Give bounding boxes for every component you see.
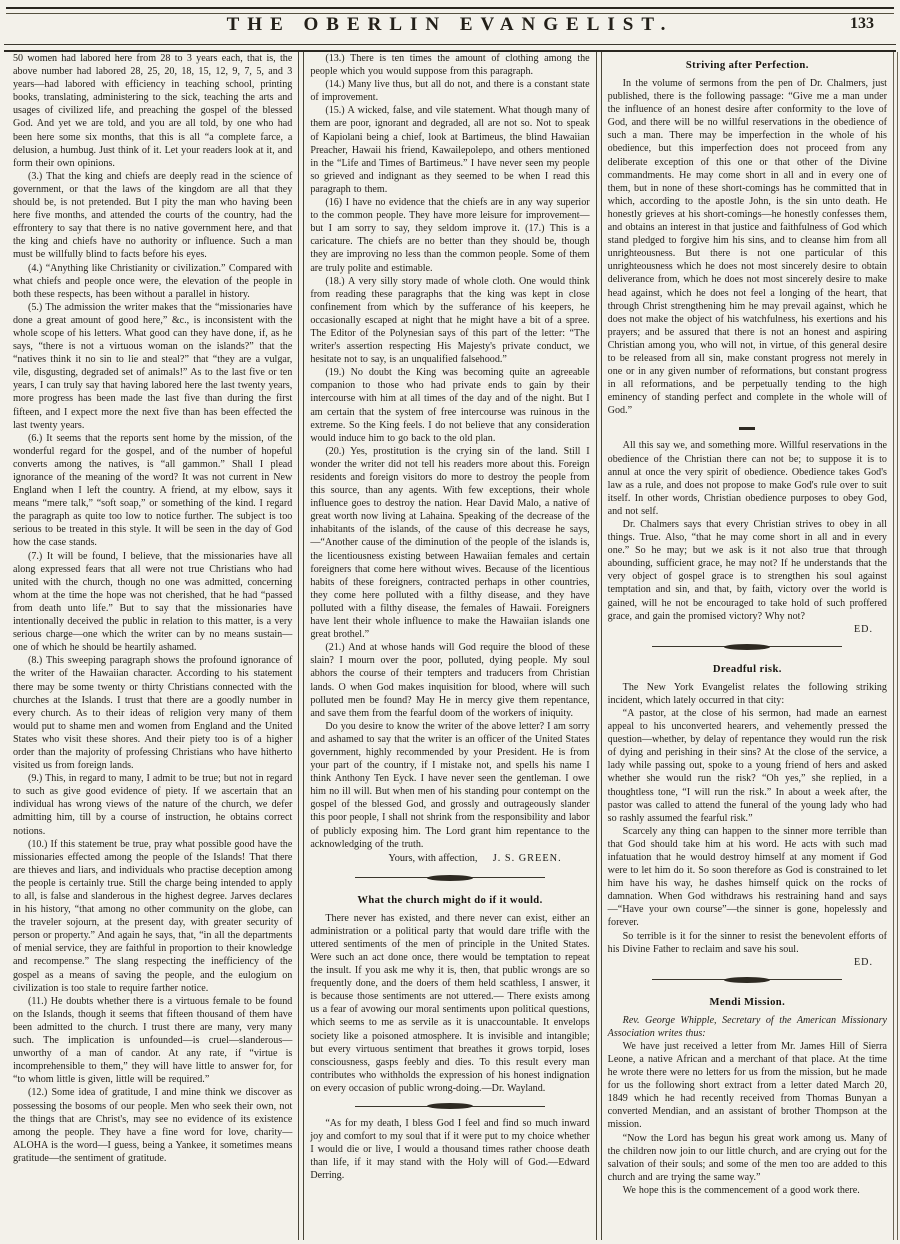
- article-paragraph: We hope this is the commencement of a good work there.: [622, 1184, 860, 1196]
- column-left: [8, 52, 297, 1240]
- article-paragraph: (11.) He doubts whether there is a virtuous female to be found on the Islands, though it seems that fifteen thousand of them have been admitted to the church. I trust there are many, very many such. The implication is unfounded—is cruel—slanderous—unworthy of a man of candor. At any rate, if “virtue is incomprehensible to them,” they will have little to answer for, for “to whom little is given, little will be required.”: [13, 995, 293, 1086]
- article-paragraph: 50 women had labored here from 28 to 3 years each, that is, the above number had labored 28, 25, 20, 18, 15, 12, 9, 7, 5, and 3 years—had labored with efficiency in teaching school, printing books, translating, administering to the sick, teaching the arts and usages of civilized life, and preaching the gospel of the blessed God. And yet we are told, and you are all told, by one who had been here some six months, that this is all “a complete farce, a delusion, a humbug. Just think of it. Let your readers look at it, and form their own opinions.: [13, 53, 293, 169]
- article-paragraph: (12.) Some idea of gratitude, I and mine think we discover as possessing the bosoms of our people. Men who seek their own, not the things that are Christ's, may see no evidence of its existence among the people. They have a fine word for love, charity—ALOHA is the word—I guess, being a Yankee, it sometimes means gratitude—the sentiment of gratitude.: [13, 1087, 293, 1164]
- article-paragraph: Rev. George Whipple, Secretary of the American Missionary Association writes thus:: [607, 1014, 887, 1039]
- columns-container: [8, 52, 892, 1240]
- section-divider: [608, 971, 887, 989]
- article-paragraph: All this say we, and something more. Willful reservations in the obedience of the Christian there can not be; to suppose it is to annul at once the very spirit of obedience. Obedience takes God's law as a rule, and does not propose to make God's rule over to suit itself. In other words, Christian obedience purposes to obey God, and not self.: [607, 440, 887, 517]
- article-paragraph: “Now the Lord has begun his great work among us. Many of the children now join to our little church, and are crying out for the salvation of their souls; and some of the men too are added to this church and are trying the same way.”: [607, 1132, 887, 1183]
- article-paragraph: (3.) That the king and chiefs are deeply read in the science of government, or that the laws of the kingdom are all that they should be, is not pretended. But I pity the man who having been here five months, and attended the courts of the country, had the effrontery to say that there is no native government here, and that the king and chiefs have no authority or influence. Such a man must be willfully blind to facts before his eyes.: [13, 170, 293, 261]
- top-border-rule: [6, 7, 894, 14]
- signature-name: J. S. GREEN.: [492, 852, 562, 864]
- column-center: [305, 52, 594, 1240]
- article-paragraph: (21.) And at whose hands will God require the blood of these slain? I mourn over the poor, polluted, dying people. My soul abhors the course of their tempters and traducers from Christian lands. O when God makes inquisition for blood, where will such polluted men be found? May He in mercy give them repentance, and save them from the fearful doom of the workers of iniquity.: [310, 642, 590, 719]
- article-paragraph: “A pastor, at the close of his sermon, had made an earnest appeal to his unconverted hearers, and vehemently pressed the question—whether, by delay of repentance they would run the risk of dying and perishing in their sins? At the close of the service, a lady while passing out, spoke to a young friend of hers and asked whether she would run the risk? “Oh yes,” she replied, in a thoughtless tone, “I will run the risk.” In about a week after, the pastor was called to attend the funeral of the young lady who had so rashly assumed the fearful risk.”: [607, 707, 887, 824]
- section-divider: [310, 869, 589, 887]
- divider-rule-icon: [652, 979, 842, 980]
- section-divider: [310, 1097, 589, 1115]
- article-paragraph: (20.) Yes, prostitution is the crying sin of the land. Still I wonder the writer did not tell his readers more about this. Foreign residents and foreign visitors do more to destroy the people from this source, than any agents. With few exceptions, their whole influence goes to destroy the nation. Hear David Malo, a native of great worth now living at Lahaina. Speaking of the decrease of the inhabitants of the islands, of the cause of this decrease he says,—“Another cause of the diminution of the people of the islands is, the licentiousness existing between Hawaiian females and certain foreigners that come here without wives. Because of the licentious habits of these foreigners, contracted perhaps in other countries, they come here polluted with a filthy disease, and they have polluted with a filthy disease, the females of Hawaii. Foreigners have lent their whole influence to make the Hawaiian islands one great brothel.”: [310, 445, 590, 641]
- article-heading: What the church might do if it would.: [357, 894, 543, 906]
- article-paragraph: There never has existed, and there never can exist, either an administration or a political party that would dare trifle with the uttered sentiments of the men of principle in the United States. Were such an act done once, there would be temptation to repeat the insult. If you ask me why it is, then, that public wrongs are so frequently done, and the doers of them held scathless, I answer, it is because those sentiments are not uttered.— There exists among us a fear of avowing our moral sentiments upon political questions, which seems to me as servile as it is unaccountable. It envelops society like a poisoned atmosphere. It is invisible and intangible; but every virtuous sentiment that breathes it grows torpid, loses consciousness, gasps feebly and dies. To this result every man contributes who withholds the expression of his honest indignation on every occasion of public wrong-doing.—Dr. Wayland.: [310, 912, 590, 1094]
- article-heading: Mendi Mission.: [709, 996, 786, 1008]
- masthead-bottom-rule: [4, 44, 896, 52]
- editor-initials: ED.: [854, 956, 873, 968]
- article-paragraph: So terrible is it for the sinner to resist the benevolent efforts of his Divine Father to reclaim and save his soul.: [607, 930, 887, 955]
- article-paragraph: (14.) Many live thus, but all do not, and there is a constant state of improvement.: [310, 79, 590, 104]
- article-paragraph: We have just received a letter from Mr. James Hill of Sierra Leone, a native African and a merchant of that place. At the time he wrote there were no letters for us from the mission, but he made for us the following short extract from a letter dated March 20, 1849 which he had recently received from Thomas Bunyan a converted Mendian, and an assistant of brother Thompson at the mission.: [607, 1040, 887, 1131]
- page-number: 133: [850, 15, 874, 32]
- article-paragraph: Do you desire to know the writer of the above letter? I am sorry and ashamed to say that the writer is an officer of the United States government, highly recommended by your President. He is from your part of the country, if I mistake not, and spells his name I think Anthony Ten Eyck. I have never seen the gentleman. I owe him no ill will. But when men of his standing pour contempt on the gospel of the blessed God, and grossly and outrageously slander this poor people, I shall not shrink from the responsibility and labor of publicly exposing him. The Lord grant him repentance to the acknowledging of the truth.: [310, 720, 590, 850]
- article-paragraph: (18.) A very silly story made of whole cloth. One would think from reading these paragraphs that the king was kept in close confinement from which by the sufferance of his keepers, he occasionally escaped at night that he might have a bit of a spree. The Editor of the Polynesian says of this part of the letter: “The writer's assertion respecting His Majesty's private conduct, we hesitate not to say, is an unqualified falsehood.”: [310, 275, 590, 366]
- article-heading: Dreadful risk.: [712, 663, 782, 675]
- article-paragraph: (16) I have no evidence that the chiefs are in any way superior to the common people. They have more leisure for improvement—but I am sorry to say, they seldom improve it. (17.) This is a caricature. The chiefs are no better than they should be, though they are improving no less than the common people. Some of them are truly polite and estimable.: [310, 197, 590, 274]
- page-title: THE OBERLIN EVANGELIST.: [226, 14, 674, 35]
- article-paragraph: Scarcely any thing can happen to the sinner more terrible than that God should take him at his word. He acts with such mad infatuation that he would destroy himself at any moment if God were to let him do it. So soon therefore as God is constrained to let him have his way, he dashes himself quick on the rocks of damnation. When God withdraws his restraining hand and says—“Have your own course”—the sinner is gone, hopelessly and forever.: [607, 825, 887, 929]
- article-paragraph: (10.) If this statement be true, pray what possible good have the missionaries effected among the people of the Islands! That there are thieves and liars, and individuals who practise deception among the people is certainly true. Still the charge being intended to apply to all, is false and slanderous in the highest degree. Jarves declares in his history, “that among no other community on the globe, can the traveler sojourn, at the present day, with greater security of person or property.” And again he says, that, “in all the departments of menial service, they are faithful in proportion to their knowledge and recompense.” The slang respecting the inefficiency of the gospel as a means of saving the people, and the eulogium on civilization is too stale to require farther notice.: [13, 838, 293, 994]
- article-paragraph: (5.) The admission the writer makes that the “missionaries have done a great amount of good here,” &c., is inconsistent with the whole scope of his letters. What good can they have done, if, as he says, “there is not a virtuous woman on the islands?” that the “natives think it no sin to lie and steal?” that “they are a vulgar, vile, disgusting, degraded set of animals!” As to the last five or ten years, I can truly say that having labored here the last twenty years, more progress has been made the last five than during the first fifteen, and I expect more the next five than has been effected the last twenty years.: [13, 301, 293, 431]
- letter-signature: [310, 851, 589, 867]
- article-paragraph: (15.) A wicked, false, and vile statement. What though many of them are poor, ignorant and degraded, all are not so. Not to speak of Kapiolani being a chief, look at Bartimeus, the blind Hawaiian Preacher, Hawaii his friend, Kawailepolepo, and others mentioned in the “Life and Times of Bartimeus.” I have never seen my people so grieved and indignant as they seemed to be when I read this paragraph to them.: [310, 105, 590, 195]
- article-paragraph: (8.) This sweeping paragraph shows the profound ignorance of the writer of the Hawaiian character. According to his statement there may be some twenty or thirty Christians connected with the churches at the Islands. I trust that there are a goodly number in every church. As to their ideas of religion very many of them would put to shame men and women from England and the United States who visit these shores. And their piety too is of a higher order than the majority of professing Christians who have hitherto visited us from foreign lands.: [13, 655, 293, 772]
- article-paragraph: Dr. Chalmers says that every Christian strives to obey in all things. True. Also, “that he may come short in all and in every one.” So he may; but we ask is it not also true that through abounding, sufficient grace, he may not? If he understands that the very object of gospel grace is to strengthen his soul against temptation and sin, and that, by faith, victory over the world is gained, will he not be encouraged to take hold of such proffered grace, and gain the promised victory? Why not?: [607, 519, 887, 622]
- signature-closing: Yours, with affection,: [388, 852, 478, 864]
- masthead: [0, 14, 900, 40]
- section-divider: [608, 638, 887, 656]
- editor-initials: ED.: [854, 623, 873, 635]
- article-paragraph: (13.) There is ten times the amount of clothing among the people which you would suppose from this paragraph.: [310, 53, 590, 78]
- divider-rule-icon: [652, 646, 842, 647]
- article-paragraph: (4.) “Anything like Christianity or civilization.” Compared with what chiefs and people once were, the elevation of the people in both these respects, has been without a parallel in history.: [13, 262, 293, 300]
- section-divider: [608, 419, 887, 437]
- divider-rule-icon: [739, 427, 755, 430]
- article-paragraph: “As for my death, I bless God I feel and find so much inward joy and comfort to my soul that if it were put to my choice whether I would die or live, I would a thousand times rather choose death than life, if it may stand with the Holy will of God.—Edward Derring.: [310, 1118, 590, 1182]
- column-right: [603, 52, 892, 1240]
- article-paragraph: (19.) No doubt the King was becoming quite an agreeable companion to those who had private ends to gain by their intercourse with him at all times of the day and of the night. But I am certain that the system of free intercourse was ruinous in the extreme. So the King feels. I do not believe that any consideration would induce him to go back to the old plan.: [310, 367, 590, 444]
- article-paragraph: (6.) It seems that the reports sent home by the mission, of the wonderful regard for the gospel, and of the number of hopeful converts among the natives, is “all gammon.” Shall I plead ignorance of the meaning of the word? It was not current in New England when I left the country. A friend, at my elbow, says it means “mere talk,” “soft soap,” or something of the kind. I regard the paragraph as quite too low to notice further. The subject is too serious to be treated in this style. It will be seen in the day of God how the case stands.: [13, 432, 293, 549]
- right-edge-rule: [893, 52, 898, 1240]
- article-paragraph: (9.) This, in regard to many, I admit to be true; but not in regard to such as give good evidence of piety. If we ascertain that an individual has wrong views of the nature of the church, we defer admitting him, till by a course of instruction, he obtains correct notions.: [13, 773, 293, 837]
- column-divider: [298, 52, 304, 1240]
- column-divider: [596, 52, 602, 1240]
- article-heading: Striving after Perfection.: [685, 60, 809, 71]
- article-paragraph: The New York Evangelist relates the following striking incident, which lately occurred in that city:: [607, 681, 887, 706]
- article-paragraph: In the volume of sermons from the pen of Dr. Chalmers, just published, there is the following passage: “Give me a man under the influence of an honest desire after conformity to the love of God, and there will be no willful reservations in the obedience of such a man. There may be imperfection in the whole of his obedience, but this imperfection does not proceed from any deliberate exception of this one or that other of the Divine commandments. He may come short in all and in every one of them, but in none of these short-comings has he committed that in which, according to the apostle John, is the sin unto death. He honestly grieves at his short-comings—he honestly confesses them, and obtains an interest in that justice and faithfulness of God which stand pledged to forgive him his sins, and to cleanse him from all unrighteousness. But there is not one particular of this unrighteousness which he does not most sincerely desire to obtain deliverance from, which he does not most sincerely desire to make head against, which he does not feel a longing of the heart, that through Christ strengthening him he may prevail against, which he does not make the object of his watchfulness, his exertions and his prayers; and be assured that there is not an honest and aspiring Christian among you, who will not, in virtue, of this general desire to be released from all sin, make constant progress not merely in one or in any given number of reformations, but constant progress in all reformations, and be perpetually tending to the high eminency of standing perfect and complete in the whole will of God.”: [607, 78, 887, 417]
- divider-rule-icon: [355, 877, 545, 878]
- divider-rule-icon: [355, 1106, 545, 1107]
- article-paragraph: (7.) It will be found, I believe, that the missionaries have all along expressed fears that all were not true Christians who had united with the church, though no one was admitted, concerning whom at the time the hope was not cherished, that he had “passed from death unto life.” But to say that the missionaries have intentionally deceived the public in relation to this matter, is a very serious charge—one which the writer can by no means sustain—one of which he should be heartily ashamed.: [13, 550, 293, 654]
